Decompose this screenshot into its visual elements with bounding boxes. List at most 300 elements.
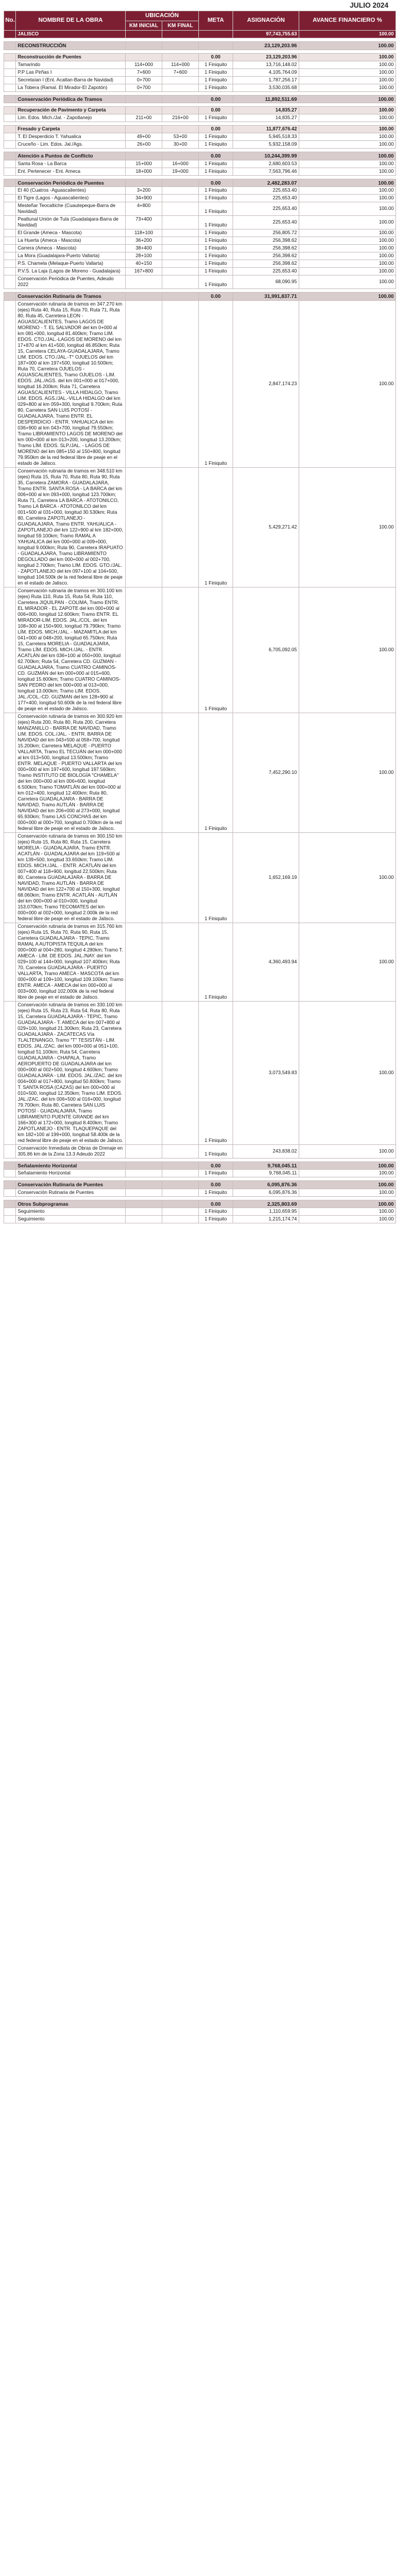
cell-obra: Conservación rutinaria de tramos en 347.270 km (ejes) Ruta 40, Ruta 15, Ruta 70, Ruta 71, Ruta 80, Ruta 45, Carretera LEON - AGUASCALIENTES, Tramo LAGOS DE MORENO - T. EL SALVADOR del km 0+000 al km 081+000, longitud 81.400km; Tramo LIM. EDOS. CTO./JAL.-LAGOS DE MORENO del km 17+870 al km 41+500, longitud 46.850km; Ruta 15, Carretera CELAYA-GUADALAJARA, Tramo LIM. EDOS. CTO./JAL.-T° OJUELOS del km 187+000 al km 197+500, longitud 10.500km; Ruta 70, Carretera OJUELOS - AGUASCALIENTES, Tramo OJUELOS - LIM. EDOS. JAL./AGS. del km 001+000 al 017+000, longitud 16.200km; Ruta 71, Carretera AGUASCALIENTES - VILLA HIDALGO, Tramo LIM. EDOS. AGS./JAL.-VILLA HIDALGO del km 029+800 al km 059+300, longitud 9.700km; Ruta 80, Carretera SAN LUIS POTOSÍ - GUADALAJARA, Tramo ENTR. EL DESPERDICIO - ENTR. YAHUALICA del km 036+900 al km 043+700, longitud 79.550km; Tramo LIBRAMIENTO LAGOS DE MORENO del km 000+000 al km 013+200, longitud 13.200km; Tramo LÍM. EDOS. SLP./JAL. - LAGOS DE MORENO del km 085+150 al 150+800, longitud 79.950km de la red federal libre de peaje en el estado de Jalisco. bbox=[16, 300, 126, 467]
cell-km-inicial bbox=[126, 1001, 162, 1144]
table-row bbox=[4, 114, 396, 122]
cell-no bbox=[4, 587, 16, 713]
cell-asignacion: 6,705,092.05 bbox=[233, 587, 299, 713]
cell-km-final bbox=[162, 587, 199, 713]
col-km-final: KM FINAL bbox=[162, 21, 199, 31]
table-row bbox=[4, 1216, 396, 1223]
cell-avance: 100.00 bbox=[299, 268, 396, 275]
cell-obra: Conservación Rutinaria de Puentes bbox=[16, 1181, 126, 1189]
cell-meta: 1 Finiquito bbox=[199, 1001, 233, 1144]
cell-meta: 1 Finiquito bbox=[199, 245, 233, 252]
header-row bbox=[4, 11, 396, 21]
cell-km-inicial: 118+100 bbox=[126, 229, 162, 237]
cell-avance: 100.00 bbox=[299, 179, 396, 186]
cell-km-inicial: 36+200 bbox=[126, 237, 162, 245]
cell-obra: Ent. Pertenecer - Ent. Ameca bbox=[16, 168, 126, 175]
cell-avance: 100.00 bbox=[299, 923, 396, 1001]
cell-asignacion: 256,398.62 bbox=[233, 237, 299, 245]
cell-km-inicial: 3+200 bbox=[126, 187, 162, 195]
cell-avance: 100.00 bbox=[299, 260, 396, 268]
cell-asignacion: 13,716,148.02 bbox=[233, 61, 299, 68]
col-avance: AVANCE FINANCIERO % bbox=[299, 11, 396, 31]
cell-avance: 100.00 bbox=[299, 1170, 396, 1177]
cell-avance: 100.00 bbox=[299, 252, 396, 260]
section-row bbox=[4, 1161, 396, 1169]
section-row bbox=[4, 152, 396, 160]
cell-avance: 100.00 bbox=[299, 114, 396, 122]
cell-km-final bbox=[162, 832, 199, 923]
cell-km-inicial: 0+700 bbox=[126, 76, 162, 84]
cell-asignacion: 3,530,035.68 bbox=[233, 84, 299, 91]
cell-asignacion: 243,838.02 bbox=[233, 1144, 299, 1158]
col-obra: NOMBRE DE LA OBRA bbox=[16, 11, 126, 31]
cell-meta: 1 Finiquito bbox=[199, 168, 233, 175]
section-row bbox=[4, 179, 396, 186]
cell-km-final bbox=[162, 84, 199, 91]
cell-km-inicial: 34+900 bbox=[126, 195, 162, 202]
cell-no bbox=[4, 168, 16, 175]
cell-km-inicial: 114+000 bbox=[126, 61, 162, 68]
col-no: No. bbox=[4, 11, 16, 31]
cell-meta: 0.00 bbox=[199, 107, 233, 114]
cell-meta: 1 Finiquito bbox=[199, 84, 233, 91]
cell-meta: 1 Finiquito bbox=[199, 1216, 233, 1223]
cell-asignacion: 6,095,876.36 bbox=[233, 1181, 299, 1189]
cell-meta: 1 Finiquito bbox=[199, 133, 233, 141]
cell-avance: 100.00 bbox=[299, 53, 396, 61]
table-row bbox=[4, 237, 396, 245]
section-row bbox=[4, 1181, 396, 1189]
cell-km-inicial bbox=[126, 95, 162, 103]
page bbox=[0, 0, 399, 1223]
cell-asignacion: 1,110,659.95 bbox=[233, 1208, 299, 1216]
cell-no bbox=[4, 713, 16, 832]
col-ubicacion: UBICACIÓN bbox=[126, 11, 199, 21]
cell-km-inicial bbox=[126, 1200, 162, 1207]
cell-obra: Señalamiento Horizontal bbox=[16, 1170, 126, 1177]
cell-no bbox=[4, 187, 16, 195]
cell-km-final: 30+00 bbox=[162, 141, 199, 149]
cell-obra: JALISCO bbox=[16, 31, 126, 38]
table-row bbox=[4, 252, 396, 260]
cell-obra: Seguimiento bbox=[16, 1216, 126, 1223]
cell-asignacion: 68,090.95 bbox=[233, 275, 299, 289]
cell-km-inicial: 0+700 bbox=[126, 84, 162, 91]
cell-obra: Conservación rutinaria de tramos en 315.760 km (ejes) Ruta 15, Ruta 70, Ruta 90, Ruta 15, Carretera GUADALAJARA - TEPIC, Tramo RAMAL A AUTOPISTA TEQUILA del km 000+000 al 004+280, longitud 4.280km; Tramo T. AMECA - LIM. DE EDOS. JAL./NAY. del km 029+100 al 144+000, longitud 107.400km; Ruta 70, Carretera GUADALAJARA - PUERTO VALLARTA, Tramo AMECA - MASCOTA del km 000+000 al 109+100, longitud 109.100km; Tramo ENTR. AMECA - AMECA del km 000+000 al 003+000, longitud 102.000k de la red federal libre de peaje en el estado de Jalisco. bbox=[16, 923, 126, 1001]
cell-meta: 1 Finiquito bbox=[199, 202, 233, 216]
cell-avance: 100.00 bbox=[299, 31, 396, 38]
cell-meta: 1 Finiquito bbox=[199, 187, 233, 195]
table-row bbox=[4, 1144, 396, 1158]
cell-km-final bbox=[162, 31, 199, 38]
cell-asignacion: 225,653.40 bbox=[233, 202, 299, 216]
cell-meta: 1 Finiquito bbox=[199, 114, 233, 122]
cell-obra: Conservación rutinaria de tramos en 348.510 km (ejes) Ruta 15, Ruta 70, Ruta 80, Ruta 90, Ruta 35, Carretera ZAMORA - GUADALAJARA, Tramo ENTR. SANTA ROSA - LA BARCA del km 006+000 al km 093+000, longitud 123.700km; Ruta 71, Carretera LA BARCA - ATOTONILCO, Tramo LA BARCA - ATOTONILCO del km 001+500 al 031+000, longitud 30.530km; Ruta 80, Carretera ZAPOTLANEJO - GUADALAJARA, Tramo ENTR. YAHUALICA - ZAPOTLANEJO del km 122+900 al km 182+000, longitud 59.100km; Tramo RAMAL A YAHUALICA del km 000+000 al 009+000, longitud 9.000km; Ruta 90, Carretera IRAPUATO - GUADALAJARA, Tramo LIBRAMIENTO DEGOLLADO del km 000+000 al 002+700, longitud 2.700km; Tramo LIM. EDOS. GTO./JAL. - ZAPOTLANEJO del km 097+100 al 104+500, longitud 104.500k de la red federal libre de peaje en el estado de Jalisco. bbox=[16, 467, 126, 587]
cell-no bbox=[4, 832, 16, 923]
table-row bbox=[4, 61, 396, 68]
cell-no bbox=[4, 53, 16, 61]
cell-meta: 1 Finiquito bbox=[199, 195, 233, 202]
cell-km-final bbox=[162, 76, 199, 84]
cell-asignacion: 11,892,511.69 bbox=[233, 95, 299, 103]
cell-asignacion: 225,653.40 bbox=[233, 195, 299, 202]
cell-obra: Tamarindo bbox=[16, 61, 126, 68]
section-row bbox=[4, 95, 396, 103]
cell-no bbox=[4, 1216, 16, 1223]
cell-asignacion: 5,429,271.42 bbox=[233, 467, 299, 587]
cell-avance: 100.00 bbox=[299, 832, 396, 923]
cell-meta: 1 Finiquito bbox=[199, 141, 233, 149]
cell-avance: 100.00 bbox=[299, 95, 396, 103]
section-row bbox=[4, 293, 396, 300]
cell-meta: 0.00 bbox=[199, 1161, 233, 1169]
cell-avance: 100.00 bbox=[299, 152, 396, 160]
cell-asignacion: 31,991,837.71 bbox=[233, 293, 299, 300]
col-asignacion: ASIGNACIÓN bbox=[233, 11, 299, 31]
cell-obra: El Grande (Ameca - Mascota) bbox=[16, 229, 126, 237]
cell-asignacion: 7,563,796.46 bbox=[233, 168, 299, 175]
cell-km-inicial: 4+800 bbox=[126, 202, 162, 216]
cell-obra: Atención a Puntos de Conflicto bbox=[16, 152, 126, 160]
table-row bbox=[4, 1170, 396, 1177]
cell-avance: 100.00 bbox=[299, 107, 396, 114]
cell-km-inicial bbox=[126, 923, 162, 1001]
cell-avance: 100.00 bbox=[299, 713, 396, 832]
cell-meta: 1 Finiquito bbox=[199, 252, 233, 260]
cell-km-inicial bbox=[126, 1208, 162, 1216]
cell-avance: 100.00 bbox=[299, 187, 396, 195]
table-row bbox=[4, 832, 396, 923]
cell-meta: 1 Finiquito bbox=[199, 1144, 233, 1158]
cell-meta: 1 Finiquito bbox=[199, 923, 233, 1001]
cell-no bbox=[4, 1208, 16, 1216]
cell-avance: 100.00 bbox=[299, 76, 396, 84]
table-row bbox=[4, 260, 396, 268]
cell-km-inicial bbox=[126, 152, 162, 160]
cell-km-inicial bbox=[126, 300, 162, 467]
cell-km-inicial bbox=[126, 1161, 162, 1169]
cell-obra: Conservación Rutinaria de Puentes bbox=[16, 1189, 126, 1196]
cell-asignacion: 1,215,174.74 bbox=[233, 1216, 299, 1223]
cell-asignacion: 256,398.62 bbox=[233, 252, 299, 260]
cell-avance: 100.00 bbox=[299, 126, 396, 133]
table-row bbox=[4, 76, 396, 84]
table-row bbox=[4, 1189, 396, 1196]
cell-km-final bbox=[162, 237, 199, 245]
cell-asignacion: 3,073,549.83 bbox=[233, 1001, 299, 1144]
cell-no bbox=[4, 216, 16, 229]
cell-km-inicial bbox=[126, 1181, 162, 1189]
cell-km-final bbox=[162, 1144, 199, 1158]
section-row bbox=[4, 126, 396, 133]
cell-no bbox=[4, 126, 16, 133]
cell-asignacion: 5,932,158.09 bbox=[233, 141, 299, 149]
cell-no bbox=[4, 84, 16, 91]
cell-km-final bbox=[162, 1170, 199, 1177]
cell-asignacion: 4,360,493.94 bbox=[233, 923, 299, 1001]
cell-obra: Mesteñar Teocaltiche (Cuautepeque-Barra de Navidad) bbox=[16, 202, 126, 216]
cell-km-final bbox=[162, 1200, 199, 1207]
cell-asignacion: 256,398.62 bbox=[233, 260, 299, 268]
cell-km-inicial bbox=[126, 293, 162, 300]
cell-avance: 100.00 bbox=[299, 237, 396, 245]
table-row bbox=[4, 1001, 396, 1144]
cell-km-final bbox=[162, 713, 199, 832]
table-row bbox=[4, 300, 396, 467]
cell-km-final bbox=[162, 467, 199, 587]
cell-km-final bbox=[162, 107, 199, 114]
table-row bbox=[4, 268, 396, 275]
cell-km-final bbox=[162, 1001, 199, 1144]
table-row bbox=[4, 187, 396, 195]
cell-asignacion: 10,244,399.99 bbox=[233, 152, 299, 160]
cell-obra: Carrera (Ameca - Mascota) bbox=[16, 245, 126, 252]
cell-km-inicial: 38+400 bbox=[126, 245, 162, 252]
cell-asignacion: 2,680,603.53 bbox=[233, 160, 299, 168]
cell-no bbox=[4, 1161, 16, 1169]
cell-obra: Cruceño - Lim. Edos. Jal./Ags. bbox=[16, 141, 126, 149]
cell-no bbox=[4, 229, 16, 237]
cell-km-inicial: 167+800 bbox=[126, 268, 162, 275]
cell-no bbox=[4, 237, 16, 245]
cell-asignacion: 225,653.40 bbox=[233, 187, 299, 195]
cell-meta bbox=[199, 42, 233, 50]
top-bar bbox=[0, 0, 399, 11]
table-row bbox=[4, 133, 396, 141]
cell-obra: Seguimiento bbox=[16, 1208, 126, 1216]
cell-avance: 100.00 bbox=[299, 1001, 396, 1144]
cell-asignacion: 4,105,764.09 bbox=[233, 68, 299, 76]
cell-asignacion: 14,835.27 bbox=[233, 107, 299, 114]
cell-obra: La Tobera (Ramal. El Mirador-El Zapotón) bbox=[16, 84, 126, 91]
cell-obra: P.V.S. La Laja (Lagos de Moreno - Guadalajara) bbox=[16, 268, 126, 275]
cell-asignacion: 23,129,203.96 bbox=[233, 42, 299, 50]
table-row bbox=[4, 1208, 396, 1216]
cell-km-final bbox=[162, 187, 199, 195]
col-meta: META bbox=[199, 11, 233, 31]
cell-meta: 1 Finiquito bbox=[199, 1189, 233, 1196]
cell-km-final bbox=[162, 275, 199, 289]
cell-meta: 1 Finiquito bbox=[199, 229, 233, 237]
cell-obra: El 40 (Cuatros -Aguascalientes) bbox=[16, 187, 126, 195]
cell-avance: 100.00 bbox=[299, 1208, 396, 1216]
cell-km-final bbox=[162, 293, 199, 300]
cell-avance: 100.00 bbox=[299, 195, 396, 202]
cell-asignacion: 97,743,755.63 bbox=[233, 31, 299, 38]
cell-avance: 100.00 bbox=[299, 160, 396, 168]
cell-avance: 100.00 bbox=[299, 68, 396, 76]
cell-meta: 1 Finiquito bbox=[199, 300, 233, 467]
cell-km-inicial: 26+00 bbox=[126, 141, 162, 149]
cell-no bbox=[4, 179, 16, 186]
cell-avance: 100.00 bbox=[299, 1216, 396, 1223]
cell-avance: 100.00 bbox=[299, 216, 396, 229]
table-row bbox=[4, 141, 396, 149]
cell-km-final bbox=[162, 252, 199, 260]
cell-meta: 1 Finiquito bbox=[199, 832, 233, 923]
cell-obra: Otros Subprogramas bbox=[16, 1200, 126, 1207]
cell-meta: 0.00 bbox=[199, 95, 233, 103]
cell-obra: La Mora (Guadalajara-Puerto Vallarta) bbox=[16, 252, 126, 260]
cell-obra: Recuperación de Pavimento y Carpeta bbox=[16, 107, 126, 114]
cell-meta: 0.00 bbox=[199, 126, 233, 133]
cell-km-final bbox=[162, 1181, 199, 1189]
cell-km-final bbox=[162, 268, 199, 275]
cell-asignacion: 9,768,045.11 bbox=[233, 1170, 299, 1177]
table-row bbox=[4, 84, 396, 91]
cell-km-final bbox=[162, 1216, 199, 1223]
cell-meta: 1 Finiquito bbox=[199, 1170, 233, 1177]
cell-no bbox=[4, 1181, 16, 1189]
cell-no bbox=[4, 61, 16, 68]
cell-obra: Señalamiento Horizontal bbox=[16, 1161, 126, 1169]
cell-asignacion: 256,398.62 bbox=[233, 245, 299, 252]
cell-km-inicial bbox=[126, 42, 162, 50]
cell-asignacion: 225,653.40 bbox=[233, 216, 299, 229]
cell-no bbox=[4, 1189, 16, 1196]
cell-km-inicial bbox=[126, 126, 162, 133]
cell-obra: Conservación Rutinaria de Tramos bbox=[16, 293, 126, 300]
cell-obra: El Tigre (Lagos - Aguascalientes) bbox=[16, 195, 126, 202]
cell-obra: P.S. Chamela (Melaque-Puerto Vallarta) bbox=[16, 260, 126, 268]
cell-km-final: 19+000 bbox=[162, 168, 199, 175]
table-row bbox=[4, 216, 396, 229]
cell-km-inicial bbox=[126, 467, 162, 587]
cell-obra: Conservación Periódica de Tramos bbox=[16, 95, 126, 103]
cell-km-final: 16+000 bbox=[162, 160, 199, 168]
cell-km-final bbox=[162, 216, 199, 229]
cell-meta: 0.00 bbox=[199, 1181, 233, 1189]
cell-km-final bbox=[162, 1189, 199, 1196]
section-row bbox=[4, 53, 396, 61]
cell-km-inicial: 28+100 bbox=[126, 252, 162, 260]
cell-no bbox=[4, 152, 16, 160]
table-row bbox=[4, 923, 396, 1001]
cell-no bbox=[4, 260, 16, 268]
cell-km-final bbox=[162, 152, 199, 160]
cell-obra: Santa Rosa - La Barca bbox=[16, 160, 126, 168]
cell-km-final: 216+00 bbox=[162, 114, 199, 122]
cell-no bbox=[4, 76, 16, 84]
cell-obra: Conservación rutinaria de tramos en 300.150 km (ejes) Ruta 15, Ruta 80, Ruta 15, Carretera MORELIA - GUADALAJARA, Tramo ENTR. ACATLÁN - GUADALAJARA del km 119+500 al km 139+500, longitud 33.650km; Tramo LIM. EDOS. MICH./JAL. - ENTR. ACATLÁN del km 007+400 al 118+900, longitud 22.500km; Ruta 80, Carretera GUADALAJARA - BARRA DE NAVIDAD, Tramo AUTLÁN - BARRA DE NAVIDAD del km 122+700 al 150+300, longitud 68.060km; Tramo ENTR. ACATLÁN - AUTLÁN del km 000+000 al 010+000, longitud 153.070km; Tramo TECOMATES del km 000+000 al 002+000, longitud 2.000k de la red federal libre de peaje en el estado de Jalisco. bbox=[16, 832, 126, 923]
cell-km-inicial: 73+400 bbox=[126, 216, 162, 229]
cell-no bbox=[4, 31, 16, 38]
cell-km-final: 114+000 bbox=[162, 61, 199, 68]
table-row bbox=[4, 168, 396, 175]
table-row bbox=[4, 68, 396, 76]
cell-avance: 100.00 bbox=[299, 229, 396, 237]
cell-km-inicial bbox=[126, 1170, 162, 1177]
cell-no bbox=[4, 68, 16, 76]
cell-obra: P.P Las Pirñas I bbox=[16, 68, 126, 76]
cell-km-final bbox=[162, 923, 199, 1001]
cell-no bbox=[4, 114, 16, 122]
cell-km-final bbox=[162, 229, 199, 237]
section-row bbox=[4, 1200, 396, 1207]
cell-avance: 100.00 bbox=[299, 587, 396, 713]
cell-avance: 100.00 bbox=[299, 133, 396, 141]
cell-no bbox=[4, 1001, 16, 1144]
cell-asignacion: 9,768,045.11 bbox=[233, 1161, 299, 1169]
cell-no bbox=[4, 268, 16, 275]
cell-asignacion: 23,129,203.96 bbox=[233, 53, 299, 61]
table-row bbox=[4, 467, 396, 587]
cell-no bbox=[4, 160, 16, 168]
cell-km-inicial bbox=[126, 1189, 162, 1196]
cell-meta: 1 Finiquito bbox=[199, 713, 233, 832]
cell-meta: 1 Finiquito bbox=[199, 68, 233, 76]
cell-km-final bbox=[162, 300, 199, 467]
cell-asignacion: 1,652,169.19 bbox=[233, 832, 299, 923]
cell-avance: 100.00 bbox=[299, 245, 396, 252]
col-km-inicial: KM INICIAL bbox=[126, 21, 162, 31]
cell-meta: 0.00 bbox=[199, 53, 233, 61]
table-row bbox=[4, 229, 396, 237]
cell-obra: Secretaían I (Ent. Acatlan-Barra de Navidad) bbox=[16, 76, 126, 84]
cell-no bbox=[4, 293, 16, 300]
cell-meta: 0.00 bbox=[199, 1200, 233, 1207]
cell-meta: 1 Finiquito bbox=[199, 61, 233, 68]
cell-meta: 1 Finiquito bbox=[199, 260, 233, 268]
cell-avance: 100.00 bbox=[299, 300, 396, 467]
cell-km-final bbox=[162, 1208, 199, 1216]
cell-no bbox=[4, 300, 16, 467]
cell-asignacion: 5,945,518.33 bbox=[233, 133, 299, 141]
cell-meta: 1 Finiquito bbox=[199, 467, 233, 587]
cell-km-inicial bbox=[126, 1144, 162, 1158]
cell-no bbox=[4, 133, 16, 141]
cell-meta: 0.00 bbox=[199, 179, 233, 186]
cell-avance: 100.00 bbox=[299, 42, 396, 50]
cell-no bbox=[4, 195, 16, 202]
cell-no bbox=[4, 1144, 16, 1158]
cell-meta: 1 Finiquito bbox=[199, 1208, 233, 1216]
cell-meta: 1 Finiquito bbox=[199, 275, 233, 289]
cell-km-final bbox=[162, 179, 199, 186]
cell-km-inicial: 7+600 bbox=[126, 68, 162, 76]
cell-no bbox=[4, 275, 16, 289]
cell-km-final bbox=[162, 1161, 199, 1169]
table-row bbox=[4, 195, 396, 202]
cell-avance: 100.00 bbox=[299, 467, 396, 587]
cell-avance: 100.00 bbox=[299, 61, 396, 68]
cell-km-inicial: 211+00 bbox=[126, 114, 162, 122]
cell-no bbox=[4, 141, 16, 149]
cell-avance: 100.00 bbox=[299, 1200, 396, 1207]
cell-km-inicial: 49+00 bbox=[126, 133, 162, 141]
table-row bbox=[4, 202, 396, 216]
cell-asignacion: 6,095,876.36 bbox=[233, 1189, 299, 1196]
cell-km-final bbox=[162, 42, 199, 50]
section-row bbox=[4, 107, 396, 114]
cell-km-inicial: 40+150 bbox=[126, 260, 162, 268]
cell-asignacion: 14,835.27 bbox=[233, 114, 299, 122]
cell-km-inicial bbox=[126, 31, 162, 38]
cell-avance: 100.00 bbox=[299, 1181, 396, 1189]
cell-obra: Reconstrucción de Puentes bbox=[16, 53, 126, 61]
cell-km-inicial bbox=[126, 107, 162, 114]
table-row bbox=[4, 160, 396, 168]
cell-no bbox=[4, 95, 16, 103]
section-row bbox=[4, 31, 396, 38]
table-row bbox=[4, 587, 396, 713]
cell-km-inicial bbox=[126, 275, 162, 289]
cell-obra: Conservación rutinaria de tramos en 300.100 km (ejes) Ruta 110, Ruta 15, Ruta 54, Ruta 110, Carretera JIQUILPAN - COLIMA, Tramo ENTR. EL MIRADOR - EL ZAPOTE del km 000+000 al 006+000, longitud 12.600km; Tramo ENTR. EL MIRADOR-LIM. EDOS. JAL./COL. del km 108+300 al 150+900, longitud 79.790km; Tramo LÍM. EDOS. MICH./JAL. - MAZAMITLA del km 041+000 al 048+200, longitud 65.750km; Ruta 15, Carretera MORELIA - GUADALAJARA, Tramo LÍM. EDOS. MICH./JAL. - ENTR. ACATLÁN del km 036+100 al 050+000, longitud 62.700km; Ruta 54, Carretera CD. GUZMAN - GUADALAJARA, Tramo CUATRO CAMINOS-CD. GUZMÁN del km 000+000 al 015+600, longitud 15.600km; Tramo CUATRO CAMINOS-SAN PEDRO del km 000+000 al 013+000, longitud 13.000km; Tramo LIM. EDOS. JAL./COL.-CD. GUZMAN del km 128+900 al 177+400, longitud 50.600k de la red federal libre de peaje en el estado de Jalisco. bbox=[16, 587, 126, 713]
cell-km-final: 7+600 bbox=[162, 68, 199, 76]
cell-asignacion: 1,787,256.17 bbox=[233, 76, 299, 84]
cell-meta: 1 Finiquito bbox=[199, 76, 233, 84]
cell-asignacion: 2,482,283.07 bbox=[233, 179, 299, 186]
